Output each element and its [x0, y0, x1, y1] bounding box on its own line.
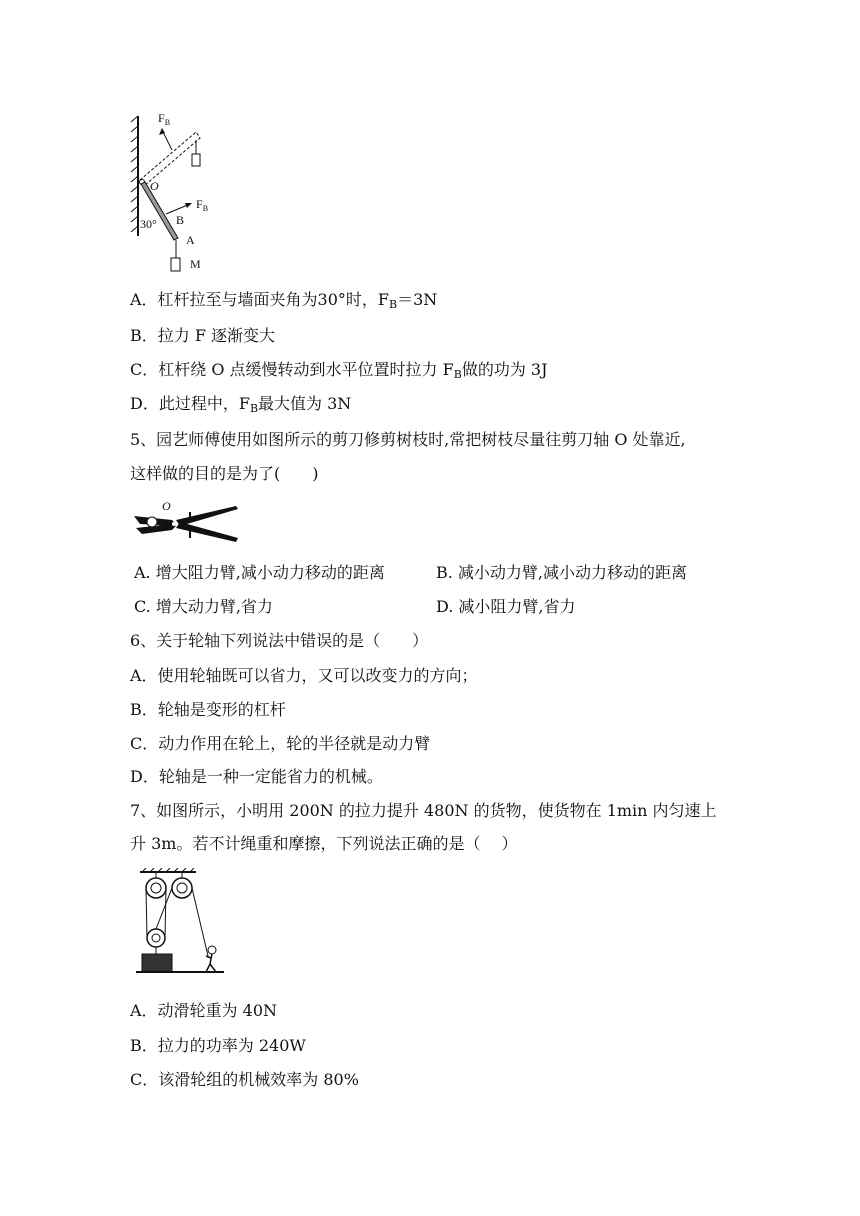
point-b-label: B: [176, 213, 185, 227]
shears-o-label: O: [162, 499, 171, 513]
q6-option-c: C．动力作用在轮上，轮的半径就是动力臂: [130, 734, 431, 753]
q7-stem-line2: 升 3m。若不计绳重和摩擦，下列说法正确的是（ ）: [130, 834, 518, 853]
angle-label: 30°: [140, 217, 157, 231]
q5-option-a: A. 增大阻力臂,减小动力移动的距离: [134, 563, 385, 582]
q6-stem: 6、关于轮轴下列说法中错误的是（ ）: [130, 631, 429, 650]
q4-option-d: D．此过程中，$F_B$最大值为 3N: [130, 394, 352, 415]
q5-option-b: B. 减小动力臂,减小动力移动的距离: [436, 563, 688, 582]
q6-option-a: A．使用轮轴既可以省力，又可以改变力的方向；: [130, 666, 478, 685]
point-a-label: A: [186, 233, 195, 247]
q4-option-b: B．拉力 F 逐渐变大: [130, 326, 276, 345]
q7-option-b: B．拉力的功率为 240W: [130, 1036, 306, 1055]
fb-top-label: $F_B$: [158, 111, 171, 127]
weight-m-label: M: [190, 257, 201, 271]
q6-option-b: B．轮轴是变形的杠杆: [130, 700, 286, 719]
q7-option-c: C．该滑轮组的机械效率为 80%: [130, 1070, 359, 1089]
lever-wall-figure: [128, 110, 228, 280]
pulley-system-figure: [132, 868, 228, 980]
q5-option-d: D. 减小阻力臂,省力: [436, 597, 576, 616]
q7-stem-line1: 7、如图所示，小明用 200N 的拉力提升 480N 的货物，使货物在 1min 内匀速上: [130, 801, 717, 820]
q5-options-row2: [134, 597, 734, 617]
q5-options-row1: [134, 563, 734, 583]
q7-option-a: A．动滑轮重为 40N: [130, 1001, 278, 1020]
q6-option-d: D．轮轴是一种一定能省力的机械。: [130, 767, 383, 786]
q5-stem-line2: 这样做的目的是为了( ): [130, 464, 319, 483]
fb-side-label: $F_B$: [196, 197, 209, 213]
q5-stem-line1: 5、园艺师傅使用如图所示的剪刀修剪树枝时,常把树枝尽量往剪刀轴 O 处靠近,: [130, 430, 686, 449]
pivot-o-label: O: [150, 179, 159, 193]
q4-option-c: C．杠杆绕 O 点缓慢转动到水平位置时拉力 $F_B$做的功为 3J: [130, 360, 548, 381]
q5-option-c: C. 增大动力臂,省力: [134, 597, 273, 616]
q4-option-a: A．杠杆拉至与墙面夹角为30°时，$F_B=3N$: [130, 290, 438, 311]
pruning-shears-figure: [132, 498, 242, 550]
